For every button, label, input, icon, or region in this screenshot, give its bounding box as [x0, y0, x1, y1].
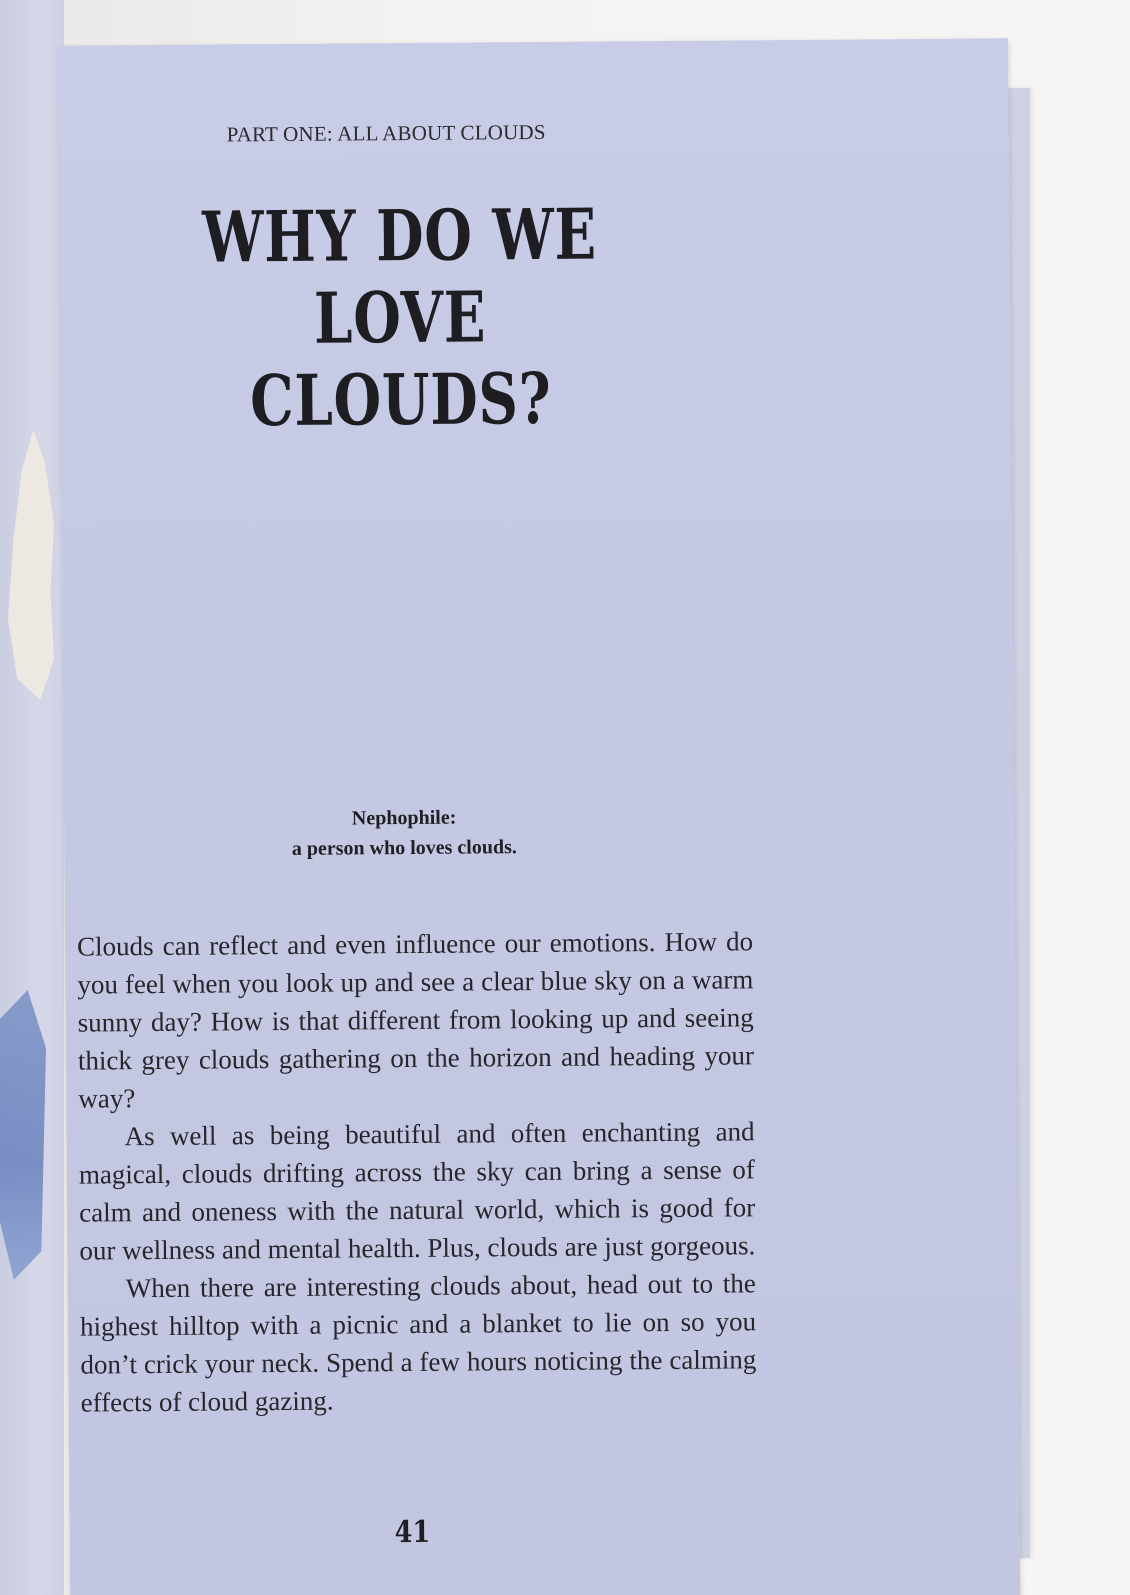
- left-facing-page: [0, 0, 64, 1595]
- body-paragraph-1: Clouds can reflect and even influence our emotions. How do you feel when you look up and see a clear blue sky on a warm sunny day? How is that different from looking up and seeing thick grey clouds gathering on the horizon and heading your way?: [76, 926, 755, 1114]
- book-page: [58, 38, 1020, 1595]
- left-page-illustration-blue: [0, 990, 46, 1280]
- body-text: [77, 922, 757, 1421]
- body-paragraph-2: As well as being beautiful and often enchanting and magical, clouds drifting across the sky can bring a sense of calm and oneness with the natural world, which is good for our wellness and mental health. Plus, clouds are just gorgeous.: [78, 1116, 756, 1266]
- chapter-title-line-1: WHY DO WE: [201, 192, 598, 279]
- page-number: 41: [394, 1514, 431, 1551]
- definition-term: Nephophile:: [351, 806, 457, 830]
- body-paragraph-3: When there are interesting clouds about, head out to the highest hilltop with a picnic and a blanket to lie on so you don’t crick your neck. Spend a few hours noticing the calming effects of cloud gazing.: [79, 1268, 757, 1418]
- definition-block: [164, 801, 644, 865]
- running-head: PART ONE: ALL ABOUT CLOUDS: [226, 119, 546, 147]
- left-page-illustration-scrap: [8, 430, 54, 700]
- chapter-title: [181, 193, 620, 442]
- chapter-title-line-2: LOVE CLOUDS?: [249, 275, 552, 443]
- definition-meaning: a person who loves clouds.: [291, 836, 517, 860]
